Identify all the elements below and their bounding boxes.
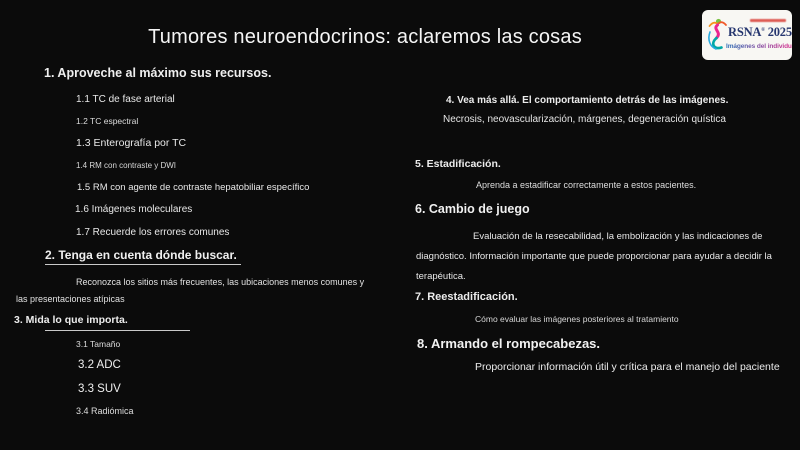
list-item-1-7: 1.7 Recuerde los errores comunes [76,227,230,238]
list-item-1-1: 1.1 TC de fase arterial [76,94,175,105]
section-5-body: Aprenda a estadificar correctamente a estos pacientes. [476,180,697,190]
logo-brand: RSNA [728,25,762,39]
logo-brand-text [728,25,790,40]
section-2-body: Reconozca los sitios más frecuentes, las ubicaciones menos comunes y las presentaciones atípicas [16,277,365,304]
slide-title: Tumores neuroendocrinos: aclaremos las cosas [148,26,582,48]
list-item-1-5: 1.5 RM con agente de contraste hepatobiliar específico [77,182,310,193]
list-item-3-1: 3.1 Tamaño [76,339,121,349]
section-3-heading: 3. Mida lo que importa. [14,314,128,326]
section-6-heading: 6. Cambio de juego [415,202,530,216]
section-5-heading: 5. Estadificación. [415,158,501,170]
section-8-body: Proporcionar información útil y crítica para el manejo del paciente [475,361,780,373]
section-6-body: Evaluación de la resecabilidad, la embolización y las indicaciones de diagnóstico. Información importante que puede proporcionar para ayudar a decidir la terapéutica. [416,231,772,282]
registered-mark-icon: ® [761,27,765,33]
logo-year: 2025 [764,25,792,39]
section-1-heading: 1. Aproveche al máximo sus recursos. [44,66,272,80]
section-4-body: Necrosis, neovascularización, márgenes, degeneración quística [443,114,726,125]
list-item-1-2: 1.2 TC espectral [76,116,139,126]
logo-dates-text [750,19,786,22]
list-item-3-4: 3.4 Radiómica [76,406,134,416]
list-item-1-3: 1.3 Enterografía por TC [76,137,187,149]
list-item-3-3: 3.3 SUV [78,383,121,395]
section-3-underline [45,330,190,331]
section-8-heading: 8. Armando el rompecabezas. [417,336,601,351]
rsna-logo [702,10,796,60]
list-item-1-6: 1.6 Imágenes moleculares [75,204,193,215]
section-7-body: Cómo evaluar las imágenes posteriores al tratamiento [475,314,679,324]
list-item-1-4: 1.4 RM con contraste y DWI [76,161,177,170]
section-7-heading: 7. Reestadificación. [415,291,518,303]
section-4-heading: 4. Vea más allá. El comportamiento detrás de las imágenes. [446,95,729,106]
logo-tagline: Imágenes del individuo [726,43,796,50]
section-2-heading: 2. Tenga en cuenta dónde buscar. [45,248,241,265]
list-item-3-2: 3.2 ADC [78,359,121,371]
